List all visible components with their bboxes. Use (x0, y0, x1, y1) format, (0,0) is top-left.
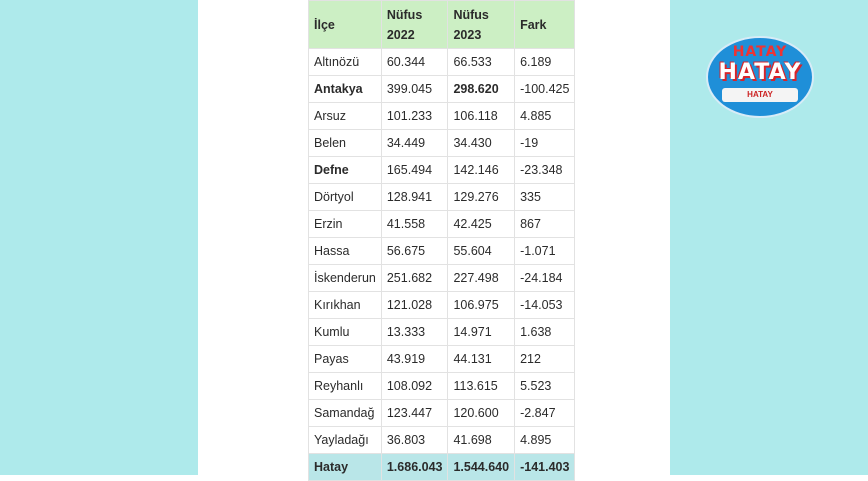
total-label-cell: Hatay (309, 454, 382, 481)
district-cell: Erzin (309, 211, 382, 238)
population-2023-cell: 42.425 (448, 211, 515, 238)
district-cell: Hassa (309, 238, 382, 265)
population-2022-cell: 101.233 (381, 103, 448, 130)
difference-cell: 867 (515, 211, 575, 238)
left-background-panel (0, 0, 198, 475)
population-2022-cell: 108.092 (381, 373, 448, 400)
total-row (309, 454, 575, 481)
population-table (308, 0, 575, 481)
district-cell: İskenderun (309, 265, 382, 292)
logo-sub-text: HATAY (722, 88, 798, 102)
table-row (309, 103, 575, 130)
difference-cell: 1.638 (515, 319, 575, 346)
difference-cell: 4.895 (515, 427, 575, 454)
population-2022-cell: 121.028 (381, 292, 448, 319)
population-2022-cell: 34.449 (381, 130, 448, 157)
difference-cell: -14.053 (515, 292, 575, 319)
table-header (309, 1, 575, 49)
population-2023-cell: 34.430 (448, 130, 515, 157)
population-2023-cell: 55.604 (448, 238, 515, 265)
population-2023-cell: 129.276 (448, 184, 515, 211)
population-2023-cell: 106.975 (448, 292, 515, 319)
table-row (309, 184, 575, 211)
logo-top-text: HATAY (732, 44, 788, 60)
population-2023-cell: 44.131 (448, 346, 515, 373)
population-2023-cell: 227.498 (448, 265, 515, 292)
hatay-logo (706, 36, 814, 118)
population-2023-cell: 142.146 (448, 157, 515, 184)
difference-cell: -1.071 (515, 238, 575, 265)
population-2022-cell: 36.803 (381, 427, 448, 454)
difference-cell: 335 (515, 184, 575, 211)
district-cell: Kırıkhan (309, 292, 382, 319)
header-district: İlçe (309, 1, 382, 49)
population-2022-cell: 43.919 (381, 346, 448, 373)
header-difference: Fark (515, 1, 575, 49)
district-cell: Altınözü (309, 49, 382, 76)
table-row (309, 238, 575, 265)
population-2023-cell: 66.533 (448, 49, 515, 76)
difference-cell: -23.348 (515, 157, 575, 184)
total-2022-cell: 1.686.043 (381, 454, 448, 481)
population-2022-cell: 123.447 (381, 400, 448, 427)
district-cell: Samandağ (309, 400, 382, 427)
total-difference-cell: -141.403 (515, 454, 575, 481)
table-row (309, 319, 575, 346)
table-row (309, 292, 575, 319)
district-cell: Yayladağı (309, 427, 382, 454)
difference-cell: 5.523 (515, 373, 575, 400)
district-cell: Defne (309, 157, 382, 184)
population-2023-cell: 14.971 (448, 319, 515, 346)
district-cell: Reyhanlı (309, 373, 382, 400)
district-cell: Antakya (309, 76, 382, 103)
table-row (309, 400, 575, 427)
difference-cell: 6.189 (515, 49, 575, 76)
district-cell: Arsuz (309, 103, 382, 130)
difference-cell: -24.184 (515, 265, 575, 292)
table-row (309, 157, 575, 184)
table-row (309, 346, 575, 373)
population-2022-cell: 56.675 (381, 238, 448, 265)
difference-cell: 212 (515, 346, 575, 373)
header-population-2023: Nüfus 2023 (448, 1, 515, 49)
population-2022-cell: 128.941 (381, 184, 448, 211)
table-row (309, 76, 575, 103)
district-cell: Kumlu (309, 319, 382, 346)
population-2022-cell: 13.333 (381, 319, 448, 346)
difference-cell: -19 (515, 130, 575, 157)
difference-cell: -2.847 (515, 400, 575, 427)
table-row (309, 373, 575, 400)
difference-cell: -100.425 (515, 76, 575, 103)
logo-main-text: HATAY (718, 60, 802, 85)
population-2023-cell: 113.615 (448, 373, 515, 400)
population-2023-cell: 41.698 (448, 427, 515, 454)
difference-cell: 4.885 (515, 103, 575, 130)
table-row (309, 130, 575, 157)
population-2022-cell: 165.494 (381, 157, 448, 184)
population-2022-cell: 41.558 (381, 211, 448, 238)
table-row (309, 49, 575, 76)
population-2022-cell: 60.344 (381, 49, 448, 76)
table-row (309, 211, 575, 238)
header-population-2022: Nüfus 2022 (381, 1, 448, 49)
district-cell: Belen (309, 130, 382, 157)
district-cell: Dörtyol (309, 184, 382, 211)
table-row (309, 265, 575, 292)
total-2023-cell: 1.544.640 (448, 454, 515, 481)
district-cell: Payas (309, 346, 382, 373)
table-row (309, 427, 575, 454)
population-2023-cell: 298.620 (448, 76, 515, 103)
population-2023-cell: 106.118 (448, 103, 515, 130)
population-2022-cell: 251.682 (381, 265, 448, 292)
population-2022-cell: 399.045 (381, 76, 448, 103)
table-body (309, 49, 575, 481)
population-2023-cell: 120.600 (448, 400, 515, 427)
